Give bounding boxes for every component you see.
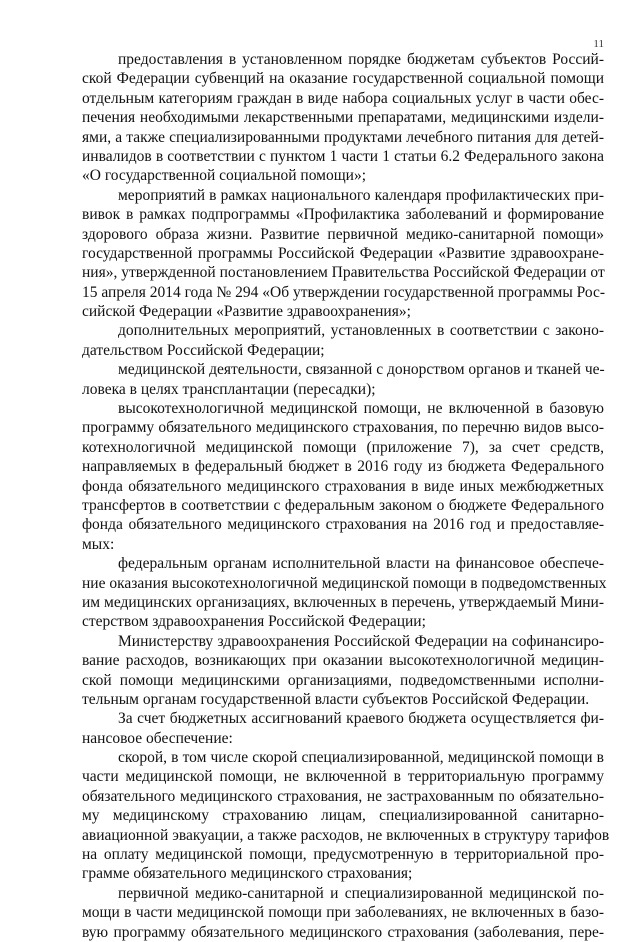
text-line: направляемых в федеральный бюджет в 2016 году из бюджета Федерального <box>82 458 604 476</box>
text-line: стерством здравоохранения Российской Федерации; <box>82 613 426 631</box>
text-line: вание расходов, возникающих при оказании высокотехнологичной медицин- <box>82 652 604 670</box>
text-line: печения необходимыми лекарственными препаратами, медицинскими издели- <box>82 109 604 127</box>
paragraph <box>82 321 604 360</box>
paragraph <box>82 748 610 884</box>
text-line: грамме обязательного медицинского страхования; <box>82 865 413 883</box>
paragraph <box>82 50 604 186</box>
text-line: 15 апреля 2014 года № 294 «Об утверждении государственной программы Рос- <box>82 283 606 301</box>
text-line: на оплату медицинской помощи, предусмотренную в территориальной про- <box>82 846 604 864</box>
text-line: нансовое обеспечение: <box>82 729 233 747</box>
text-line: вую программу обязательного медицинского страхования (заболевания, пере- <box>82 923 604 941</box>
text-line: му медицинскому страхованию лицам, специализированной санитарно- <box>82 807 604 825</box>
paragraph <box>82 186 604 322</box>
text-line: дательством Российской Федерации; <box>82 341 325 359</box>
text-line: ловека в целях трансплантации (пересадки); <box>82 380 376 398</box>
text-line: дополнительных мероприятий, установленных в соответствии с законо- <box>118 322 604 340</box>
text-line: федеральным органам исполнительной власти на финансовое обеспече- <box>118 555 604 573</box>
text-line: обязательного медицинского страхования, не застрахованным по обязательно- <box>82 787 604 805</box>
text-line: ской помощи медицинскими организациями, подведомственными исполни- <box>82 671 604 689</box>
text-line: скорой, в том числе скорой специализированной, медицинской помощи в <box>118 749 604 767</box>
text-line: трансфертов в соответствии с федеральным законом о бюджете Федерального <box>82 496 604 514</box>
paragraph <box>82 360 604 399</box>
text-line: высокотехнологичной медицинской помощи, не включенной в базовую <box>118 400 604 418</box>
text-line: ями, а также специализированными продуктами лечебного питания для детей- <box>82 128 604 146</box>
paragraph <box>82 884 604 942</box>
text-line: «О государственной социальной помощи»; <box>82 167 367 185</box>
document-body <box>82 50 610 942</box>
paragraph <box>82 399 604 554</box>
text-line: Министерству здравоохранения Российской Федерации на софинансиро- <box>118 632 604 650</box>
text-line: мых: <box>82 535 115 553</box>
page-number: 11 <box>593 38 604 50</box>
text-line: отдельным категориям граждан в виде набора социальных услуг в части обес- <box>82 89 604 107</box>
text-line: ской Федерации субвенций на оказание государственной социальной помощи <box>82 70 604 88</box>
text-line: первичной медико-санитарной и специализированной медицинской по- <box>118 884 604 902</box>
text-line: программу обязательного медицинского страхования, по перечню видов высо- <box>82 419 604 437</box>
text-line: инвалидов в соответствии с пунктом 1 части 1 статьи 6.2 Федерального закона <box>82 147 604 165</box>
text-line: мероприятий в рамках национального календаря профилактических при- <box>118 186 604 204</box>
text-line: фонда обязательного медицинского страхования в виде иных межбюджетных <box>82 477 604 495</box>
text-line: фонда обязательного медицинского страхования на 2016 год и предоставляе- <box>82 516 604 534</box>
text-line: государственной программы Российской Федерации «Развитие здравоохране- <box>82 244 604 262</box>
text-line: медицинской деятельности, связанной с донорством органов и тканей че- <box>118 361 605 379</box>
text-line: За счет бюджетных ассигнований краевого бюджета осуществляется фи- <box>118 710 604 728</box>
text-line: здорового образа жизни. Развитие первичной медико-санитарной помощи» <box>82 225 604 243</box>
paragraph <box>82 554 607 632</box>
text-line: авиационной эвакуации, а также расходов, не включенных в структуру тарифов <box>82 826 610 844</box>
text-line: вивок в рамках подпрограммы «Профилактика заболеваний и формирование <box>82 206 604 224</box>
text-line: котехнологичной медицинской помощи (приложение 7), за счет средств, <box>82 438 604 456</box>
text-line: им медицинских организациях, включенных в перечень, утверждаемый Мини- <box>82 593 604 611</box>
text-line: сийской Федерации «Развитие здравоохранения»; <box>82 303 411 321</box>
text-line: ние оказания высокотехнологичной медицинской помощи в подведомственных <box>82 574 607 592</box>
paragraph <box>82 709 604 748</box>
text-line: ния», утвержденной постановлением Правительства Российской Федерации от <box>82 264 605 282</box>
text-line: предоставления в установленном порядке бюджетам субъектов Россий- <box>118 51 604 68</box>
paragraph <box>82 632 604 710</box>
text-line: мощи в части медицинской помощи при заболеваниях, не включенных в базо- <box>82 904 604 922</box>
text-line: тельным органам государственной власти субъектов Российской Федерации. <box>82 690 590 708</box>
text-line: части медицинской помощи, не включенной в территориальную программу <box>82 768 604 786</box>
